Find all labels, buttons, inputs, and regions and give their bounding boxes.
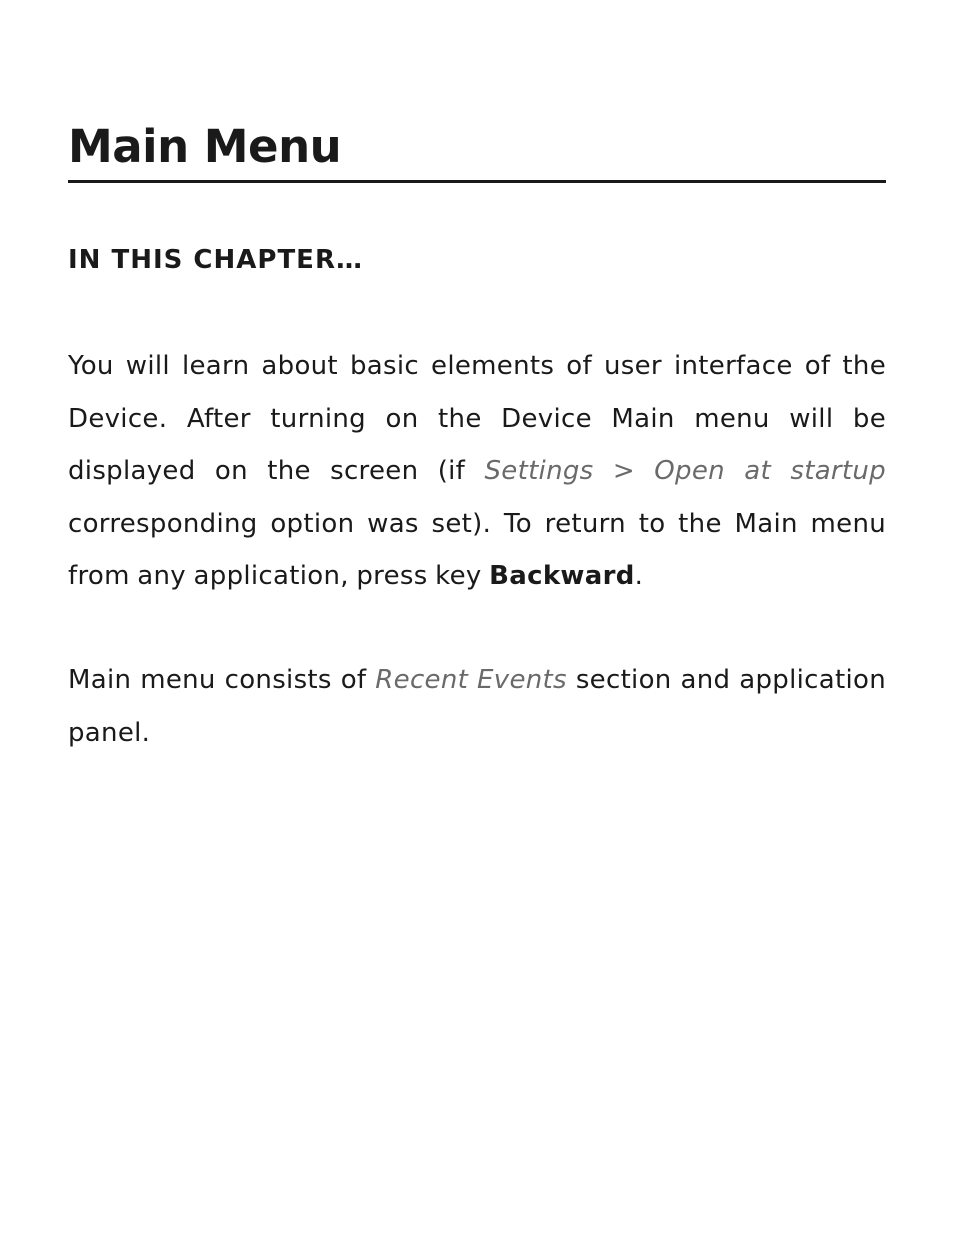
composition-text-start: Main menu consists of [68,665,376,695]
intro-text-end: . [634,561,644,591]
menu-composition-paragraph [68,654,886,759]
settings-path-reference: Settings > Open at startup [484,456,886,486]
backward-key-name: Backward [489,561,635,591]
recent-events-reference: Recent Events [375,665,567,695]
page-title: Main Menu [68,120,342,173]
chapter-subheading: IN THIS CHAPTER… [68,245,363,275]
intro-text-start: You will learn about basic elements of user interface of the Device. After turning on the Device Main menu will be displayed on the screen (if [68,351,886,486]
title-rule [68,118,886,183]
intro-text-middle: corresponding option was set). To return to the Main menu from any application, press key [68,508,886,591]
intro-paragraph [68,340,886,603]
composition-text-end: section and application panel. [68,665,886,748]
